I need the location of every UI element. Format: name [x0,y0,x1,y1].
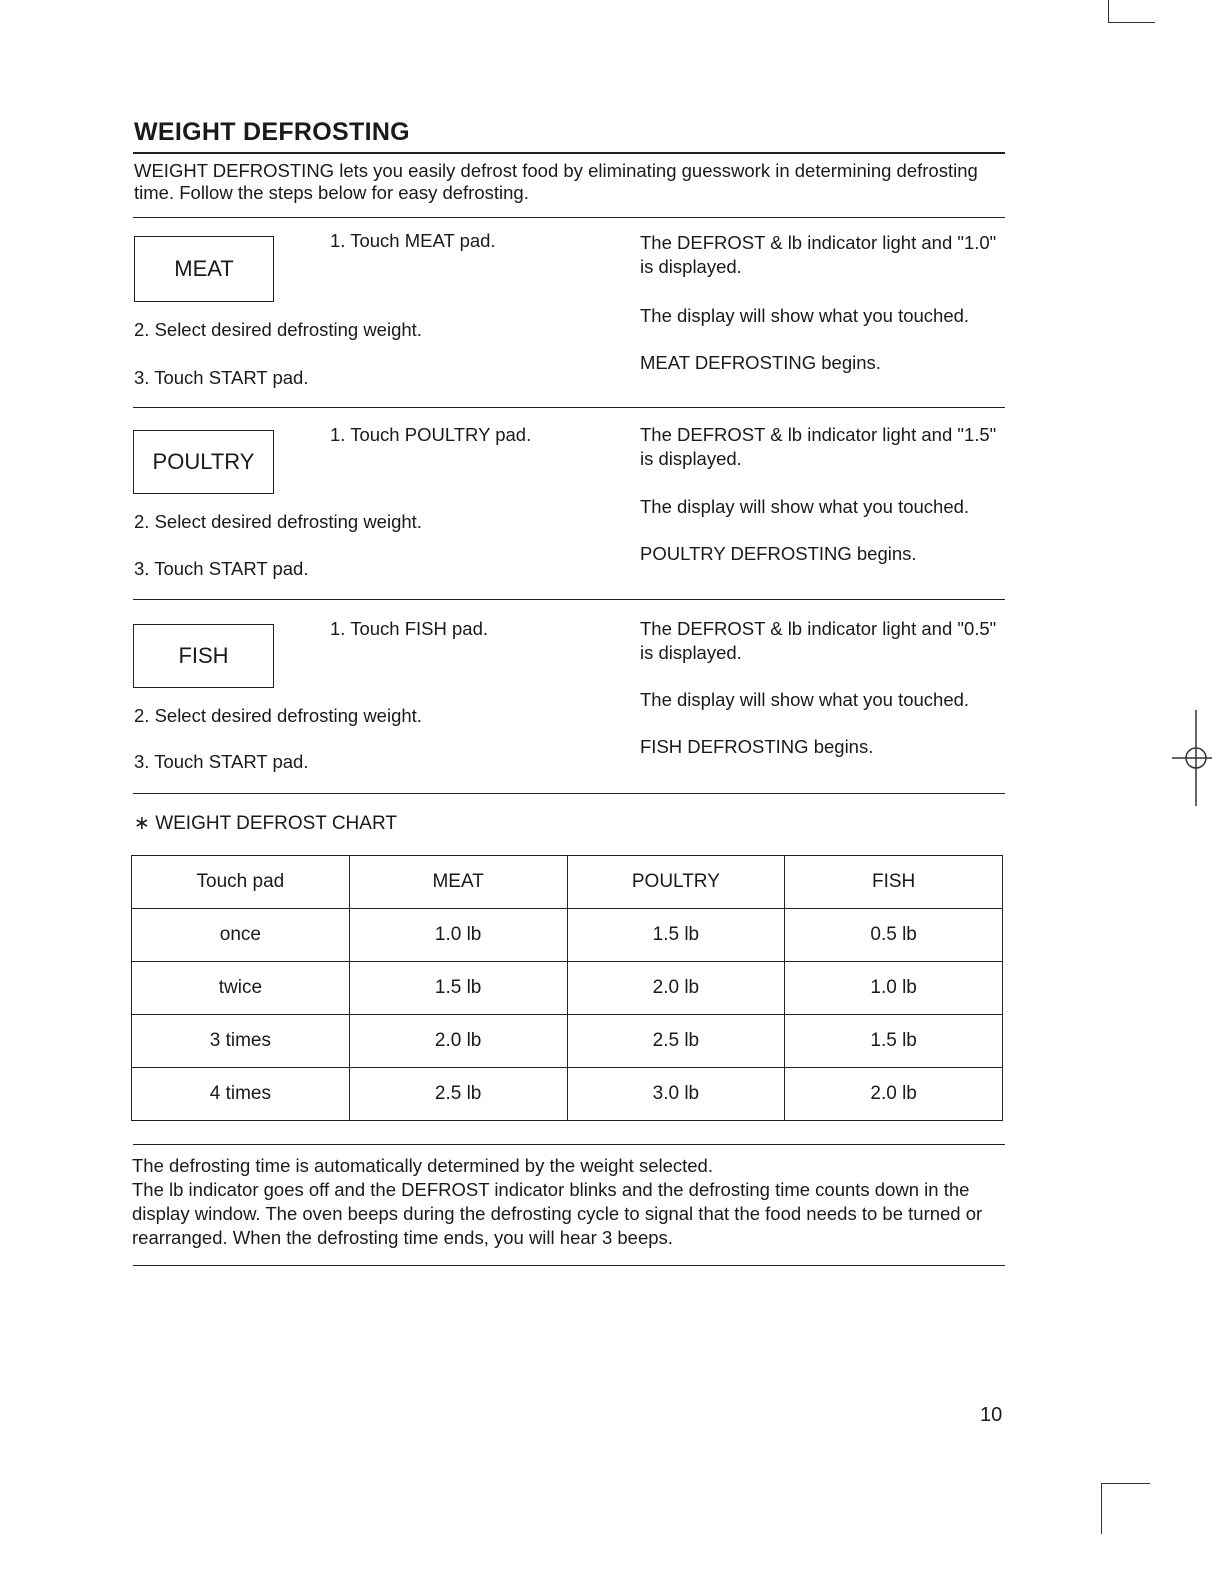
table-cell: 3.0 lb [567,1068,785,1121]
table-cell: 1.0 lb [349,909,567,962]
meat-step-1: 1. Touch MEAT pad. [330,230,496,251]
table-header-cell: POULTRY [567,856,785,909]
poultry-pad-illustration [133,430,274,494]
table-cell: 2.5 lb [567,1015,785,1068]
registration-mark-icon [1172,710,1212,806]
title-rule [133,152,1005,154]
fish-pad-label: FISH [178,643,229,668]
table-cell: 2.0 lb [349,1015,567,1068]
fish-result-2: The display will show what you touched. [640,689,970,710]
footnote [132,1154,1004,1250]
table-cell: 4 times [132,1068,350,1121]
table-cell: 2.0 lb [785,1068,1003,1121]
meat-result-1: The DEFROST & lb indicator light and "1.0" is displayed. [640,232,997,277]
poultry-result-2: The display will show what you touched. [640,496,970,517]
chart-label: ∗ WEIGHT DEFROST CHART [134,813,397,834]
fish-step-3: 3. Touch START pad. [134,751,309,772]
fish-pad-illustration [133,624,274,688]
meat-result-2: The display will show what you touched. [640,305,970,326]
table-row [132,962,1003,1015]
crop-mark-top-right [1108,0,1155,23]
table-cell: twice [132,962,350,1015]
table-cell: 1.5 lb [349,962,567,1015]
section-rule [133,793,1005,794]
meat-step-2: 2. Select desired defrosting weight. [134,319,422,340]
meat-step-3: 3. Touch START pad. [134,367,309,388]
table-row [132,1068,1003,1121]
poultry-pad-label: POULTRY [152,449,255,474]
table-cell: 2.0 lb [567,962,785,1015]
page-number: 10 [980,1404,1003,1426]
intro-text: WEIGHT DEFROSTING lets you easily defrost food by eliminating guesswork in determining defrosting time. Follow the steps below for easy defrosting. [134,160,978,203]
fish-step-2: 2. Select desired defrosting weight. [134,705,422,726]
table-header-cell: FISH [785,856,1003,909]
footnote-line-1: The defrosting time is automatically determined by the weight selected. [132,1155,713,1176]
table-cell: 0.5 lb [785,909,1003,962]
table-cell: once [132,909,350,962]
table-cell: 3 times [132,1015,350,1068]
meat-pad-illustration [134,236,274,302]
fish-result-3: FISH DEFROSTING begins. [640,736,874,757]
poultry-step-1: 1. Touch POULTRY pad. [330,424,532,445]
table-cell: 2.5 lb [349,1068,567,1121]
meat-pad-label: MEAT [174,256,234,281]
section-rule [133,599,1005,600]
meat-result-3: MEAT DEFROSTING begins. [640,352,881,373]
poultry-step-2: 2. Select desired defrosting weight. [134,511,422,532]
table-header-cell: Touch pad [132,856,350,909]
table-cell: 1.5 lb [567,909,785,962]
page-title: WEIGHT DEFROSTING [134,118,410,146]
poultry-step-3: 3. Touch START pad. [134,558,309,579]
fish-result-1: The DEFROST & lb indicator light and "0.5" is displayed. [640,618,997,663]
crop-mark-bottom-right [1101,1483,1150,1534]
footnote-bottom-rule [133,1265,1005,1266]
footnote-line-2: The lb indicator goes off and the DEFROST indicator blinks and the defrosting time counts down in the display window. The oven beeps during the defrosting cycle to signal that the food needs to be turned or rearranged. When the defrosting time ends, you will hear 3 beeps. [132,1179,983,1248]
poultry-result-3: POULTRY DEFROSTING begins. [640,543,917,564]
section-rule [133,217,1005,218]
footnote-top-rule [133,1144,1005,1145]
table-row [132,1015,1003,1068]
poultry-result-1: The DEFROST & lb indicator light and "1.5" is displayed. [640,424,997,469]
table-row [132,909,1003,962]
fish-step-1: 1. Touch FISH pad. [330,618,489,639]
section-rule [133,407,1005,408]
table-header-cell: MEAT [349,856,567,909]
table-cell: 1.5 lb [785,1015,1003,1068]
table-cell: 1.0 lb [785,962,1003,1015]
table-header-row [132,856,1003,909]
weight-defrost-chart [131,855,1003,1121]
